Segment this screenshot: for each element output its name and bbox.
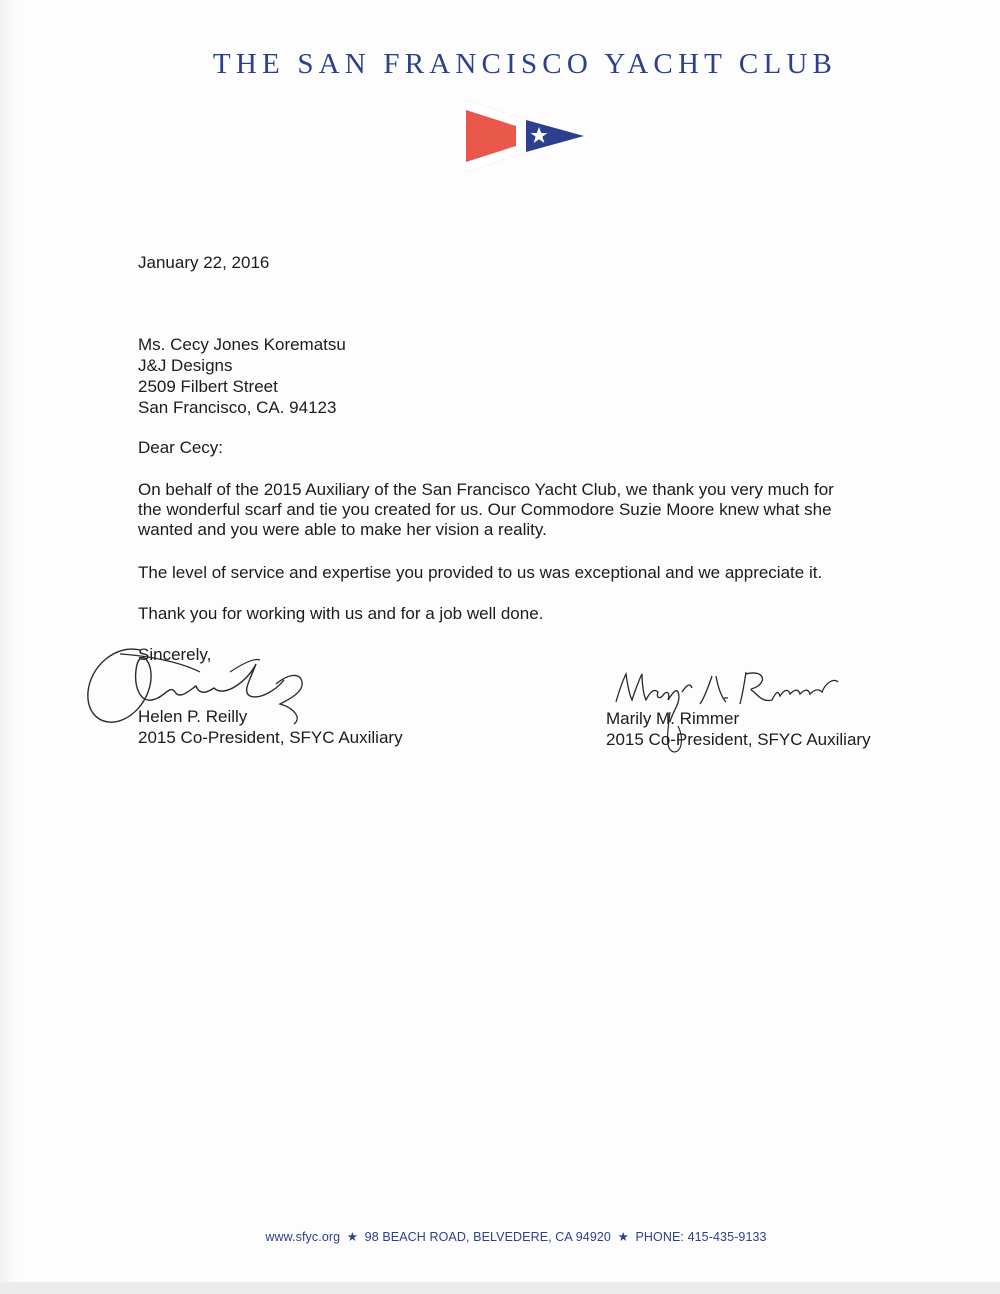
scan-edge-bottom xyxy=(0,1282,1000,1294)
footer-contact xyxy=(0,1229,1000,1244)
footer-website: www.sfyc.org xyxy=(265,1230,341,1244)
recipient-city: San Francisco, CA. 94123 xyxy=(138,398,337,417)
paragraph-line: the wonderful scarf and tie you created for us. Our Commodore Suzie Moore knew what she xyxy=(138,500,832,519)
burgee-flag-icon xyxy=(466,100,584,172)
scan-edge-left xyxy=(0,0,18,1294)
letter-date: January 22, 2016 xyxy=(138,253,270,272)
signatory-name-left: Helen P. Reilly xyxy=(138,707,248,726)
salutation: Dear Cecy: xyxy=(138,438,224,457)
body-paragraph-3: Thank you for working with us and for a job well done. xyxy=(138,604,544,623)
paragraph-line: On behalf of the 2015 Auxiliary of the San Francisco Yacht Club, we thank you very much for xyxy=(138,480,834,499)
club-name-heading: THE SAN FRANCISCO YACHT CLUB xyxy=(212,48,838,80)
closing-line: Sincerely, xyxy=(138,645,212,664)
recipient-address xyxy=(138,335,346,419)
body-paragraph-2: The level of service and expertise you provided to us was exceptional and we appreciate it. xyxy=(138,563,823,582)
recipient-street: 2509 Filbert Street xyxy=(138,377,278,396)
signatory-name-right: Marily M. Rimmer xyxy=(606,709,740,728)
footer-address: 98 BEACH ROAD, BELVEDERE, CA 94920 xyxy=(364,1230,611,1244)
signatory-title-right: 2015 Co-President, SFYC Auxiliary xyxy=(606,730,871,749)
recipient-company: J&J Designs xyxy=(138,356,233,375)
body-paragraph-1 xyxy=(138,480,898,540)
footer-phone: PHONE: 415-435-9133 xyxy=(635,1230,767,1244)
star-separator-icon: ★ xyxy=(617,1230,629,1244)
recipient-name: Ms. Cecy Jones Korematsu xyxy=(138,335,346,354)
paragraph-line: wanted and you were able to make her vision a reality. xyxy=(138,520,547,539)
star-separator-icon: ★ xyxy=(346,1230,359,1244)
signatory-title-left: 2015 Co-President, SFYC Auxiliary xyxy=(138,728,403,747)
